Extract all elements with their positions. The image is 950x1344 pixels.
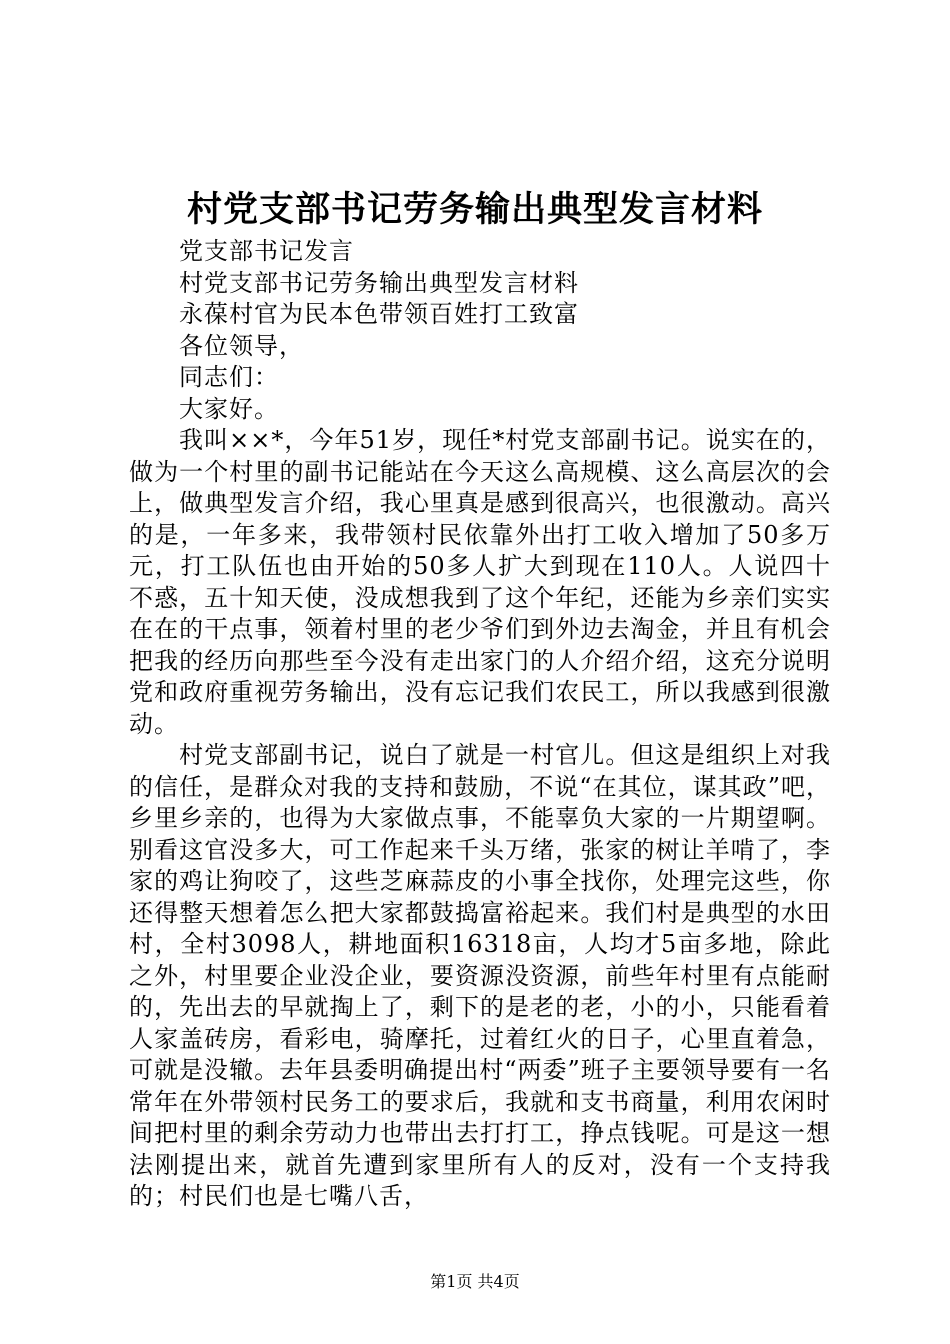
header-line-title-repeat: 村党支部书记劳务输出典型发言材料 bbox=[179, 268, 579, 297]
salutation-comrades: 同志们： bbox=[179, 363, 279, 391]
page-number-footer: 第1页 共4页 bbox=[430, 1272, 520, 1291]
document-body bbox=[129, 236, 831, 1213]
header-line-subtitle: 党支部书记发言 bbox=[179, 237, 354, 265]
paragraph-village-background: 村党支部副书记，说白了就是一村官儿。但这是组织上对我的信任，是群众对我的支持和鼓励，不说“在其位，谋其政”吧，乡里乡亲的，也得为大家做点事，不能辜负大家的一片期望啊。别看这官没多大，可工作起来千头万绪，张家的树让羊啃了，李家的鸡让狗咬了，这些芝麻蒜皮的小事全找你，处理完这些，你还得整天想着怎么把大家都鼓捣富裕起来。我们村是典型的水田村，全村3098人，耕地面积16318亩，人均才5亩多地，除此之外，村里要企业没企业，要资源没资源，前些年村里有点能耐的，先出去的早就掏上了，剩下的是老的老，小的小，只能看着人家盖砖房，看彩电，骑摩托，过着红火的日子，心里直着急，可就是没辙。去年县委明确提出村“两委”班子主要领导要有一名常年在外带领村民务工的要求后，我就和支书商量，利用农闲时间把村里的剩余劳动力也带出去打打工，挣点钱呢。可是这一想法刚提出来，就首先遭到家里所有人的反对，没有一个支持我的；村民们也是七嘴八舌， bbox=[129, 741, 831, 1210]
salutation-leaders: 各位领导， bbox=[179, 331, 304, 360]
header-line-slogan: 永葆村官为民本色带领百姓打工致富 bbox=[179, 300, 579, 328]
document-title: 村党支部书记劳务输出典型发言材料 bbox=[186, 189, 763, 230]
greeting: 大家好。 bbox=[179, 394, 279, 423]
paragraph-introduction: 我叫××*，今年51岁，现任*村党支部副书记。说实在的，做为一个村里的副书记能站在今天这么高规模、这么高层次的会上，做典型发言介绍，我心里真是感到很高兴，也很激动。高兴的是，一年多来，我带领村民依靠外出打工收入增加了50多万元，打工队伍也由开始的50多人扩大到现在110人。人说四十不惑，五十知天使，没成想我到了这个年纪，还能为乡亲们实实在在的干点事，领着村里的老少爷们到外边去淘金，并且有机会把我的经历向那些至今没有走出家门的人介绍介绍，这充分说明党和政府重视劳务输出，没有忘记我们农民工，所以我感到很激动。 bbox=[129, 426, 831, 738]
